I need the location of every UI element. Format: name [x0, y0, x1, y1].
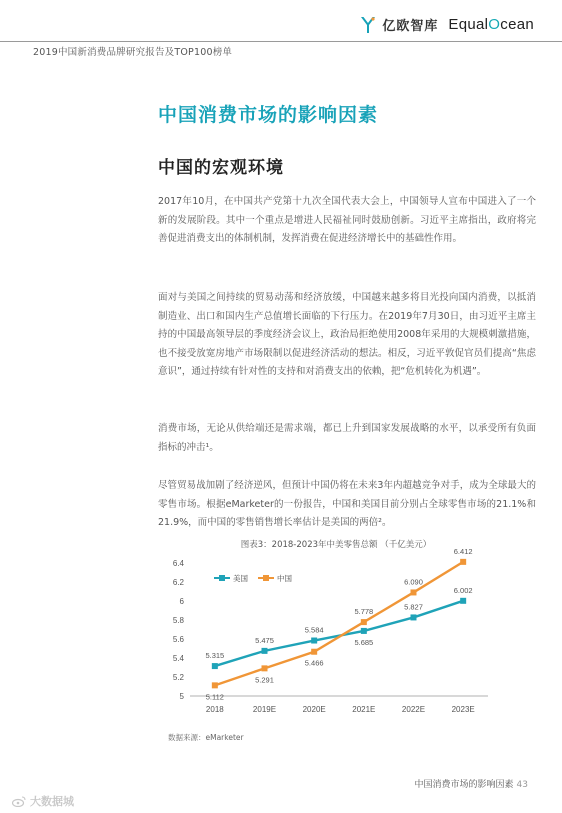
y-tick-label: 5.4 [172, 654, 184, 663]
legend-label: 美国 [233, 574, 248, 583]
yiou-logo-icon [360, 16, 376, 34]
data-point [262, 648, 268, 654]
data-label: 5.466 [304, 658, 324, 668]
x-tick-label: 2020E [302, 705, 326, 714]
subsection-title: 中国的宏观环境 [158, 158, 284, 178]
data-point [460, 559, 466, 565]
y-tick-label: 5.8 [172, 616, 184, 625]
x-tick-label: 2021E [352, 705, 376, 714]
data-label: 5.827 [404, 602, 423, 612]
data-label: 6.412 [453, 546, 473, 556]
legend-label: 中国 [277, 574, 292, 583]
data-label: 6.090 [404, 577, 423, 587]
data-label: 5.778 [354, 607, 374, 617]
data-point [361, 619, 367, 625]
legend-swatch-marker [263, 575, 269, 581]
data-point [460, 598, 466, 604]
y-tick-label: 5.2 [172, 673, 184, 682]
data-label: 5.685 [354, 637, 374, 647]
section-title: 中国消费市场的影响因素 [158, 104, 379, 126]
data-point [212, 663, 218, 669]
report-title: 2019中国新消费品牌研究报告及TOP100榜单 [33, 47, 233, 58]
retail-sales-chart [158, 533, 514, 743]
data-point [311, 638, 317, 644]
page-footer [415, 777, 528, 790]
footer-section-name: 中国消费市场的影响因素 [414, 780, 514, 790]
data-label: 5.584 [304, 625, 324, 635]
data-point [262, 665, 268, 671]
y-tick-label: 5.6 [172, 635, 184, 644]
data-label: 5.112 [205, 692, 224, 702]
data-point [361, 628, 367, 634]
logo-english-name: EqualOcean [448, 16, 534, 33]
y-tick-label: 6.2 [172, 578, 184, 587]
chart-title: 图表3：2018-2023年中美零售总额 （千亿美元） [240, 540, 432, 550]
paragraph: 尽管贸易战加剧了经济逆风，但预计中国仍将在未来3年内超越竞争对手，成为全球最大的零售市场。根据eMarketer的一份报告，中国和美国目前分别占全球零售市场的21.1%和21.9%，而中国的零售销售增长率估计是美国的两倍²。 [158, 480, 536, 528]
page-number: 43 [516, 780, 528, 790]
x-tick-label: 2018 [205, 705, 224, 714]
watermark [12, 793, 74, 809]
data-point [411, 589, 417, 595]
data-label: 5.291 [255, 675, 274, 685]
watermark-text: 大数据城 [30, 795, 74, 808]
data-point [411, 614, 417, 620]
series-line [215, 562, 463, 686]
chart-canvas [158, 533, 514, 743]
paragraph: 2017年10月，在中国共产党第十九次全国代表大会上，中国领导人宣布中国进入了一个新的发展阶段。其中一个重点是增进人民福祉同时鼓励创新。习近平主席指出，政府将完善促进消费支出的体制机制，发挥消费在促进经济增长中的基础性作用。 [158, 196, 536, 244]
data-source: 数据来源：eMarketer [168, 733, 244, 742]
series-line [215, 601, 463, 666]
data-label: 5.315 [205, 651, 225, 661]
x-tick-label: 2019E [252, 705, 277, 714]
paragraph: 面对与美国之间持续的贸易动荡和经济放缓，中国越来越多将目光投向国内消费，以抵消制造业、出口和国内生产总值增长面临的下行压力。在2019年7月30日，由习近平主席主持的中国最高领导层的季度经济会议上，政治局拒绝使用2008年采用的大规模刺激措施，也不接受放宽房地产市场限制以促进经济活动的想法。相反，习近平敦促官员们提高“焦虑意识”，通过持续有针对性的支持和对消费支出的依赖，把“危机转化为机遇”。 [158, 292, 536, 377]
y-tick-label: 6 [179, 597, 184, 606]
brand-logo [360, 15, 534, 34]
legend-swatch-marker [219, 575, 225, 581]
data-label: 6.002 [453, 585, 473, 595]
y-tick-label: 5 [179, 692, 184, 701]
x-tick-label: 2023E [451, 705, 475, 714]
data-point [212, 682, 218, 688]
paragraph: 消费市场，无论从供给端还是需求端，都已上升到国家发展战略的水平，以承受所有负面指标的冲击¹。 [158, 423, 536, 453]
data-label: 5.475 [255, 635, 274, 645]
x-tick-label: 2022E [401, 705, 426, 714]
data-point [311, 649, 317, 655]
weibo-icon [12, 796, 26, 807]
page-header [0, 0, 562, 42]
logo-chinese-name: 亿欧智库 [382, 19, 439, 34]
y-tick-label: 6.4 [172, 559, 184, 568]
